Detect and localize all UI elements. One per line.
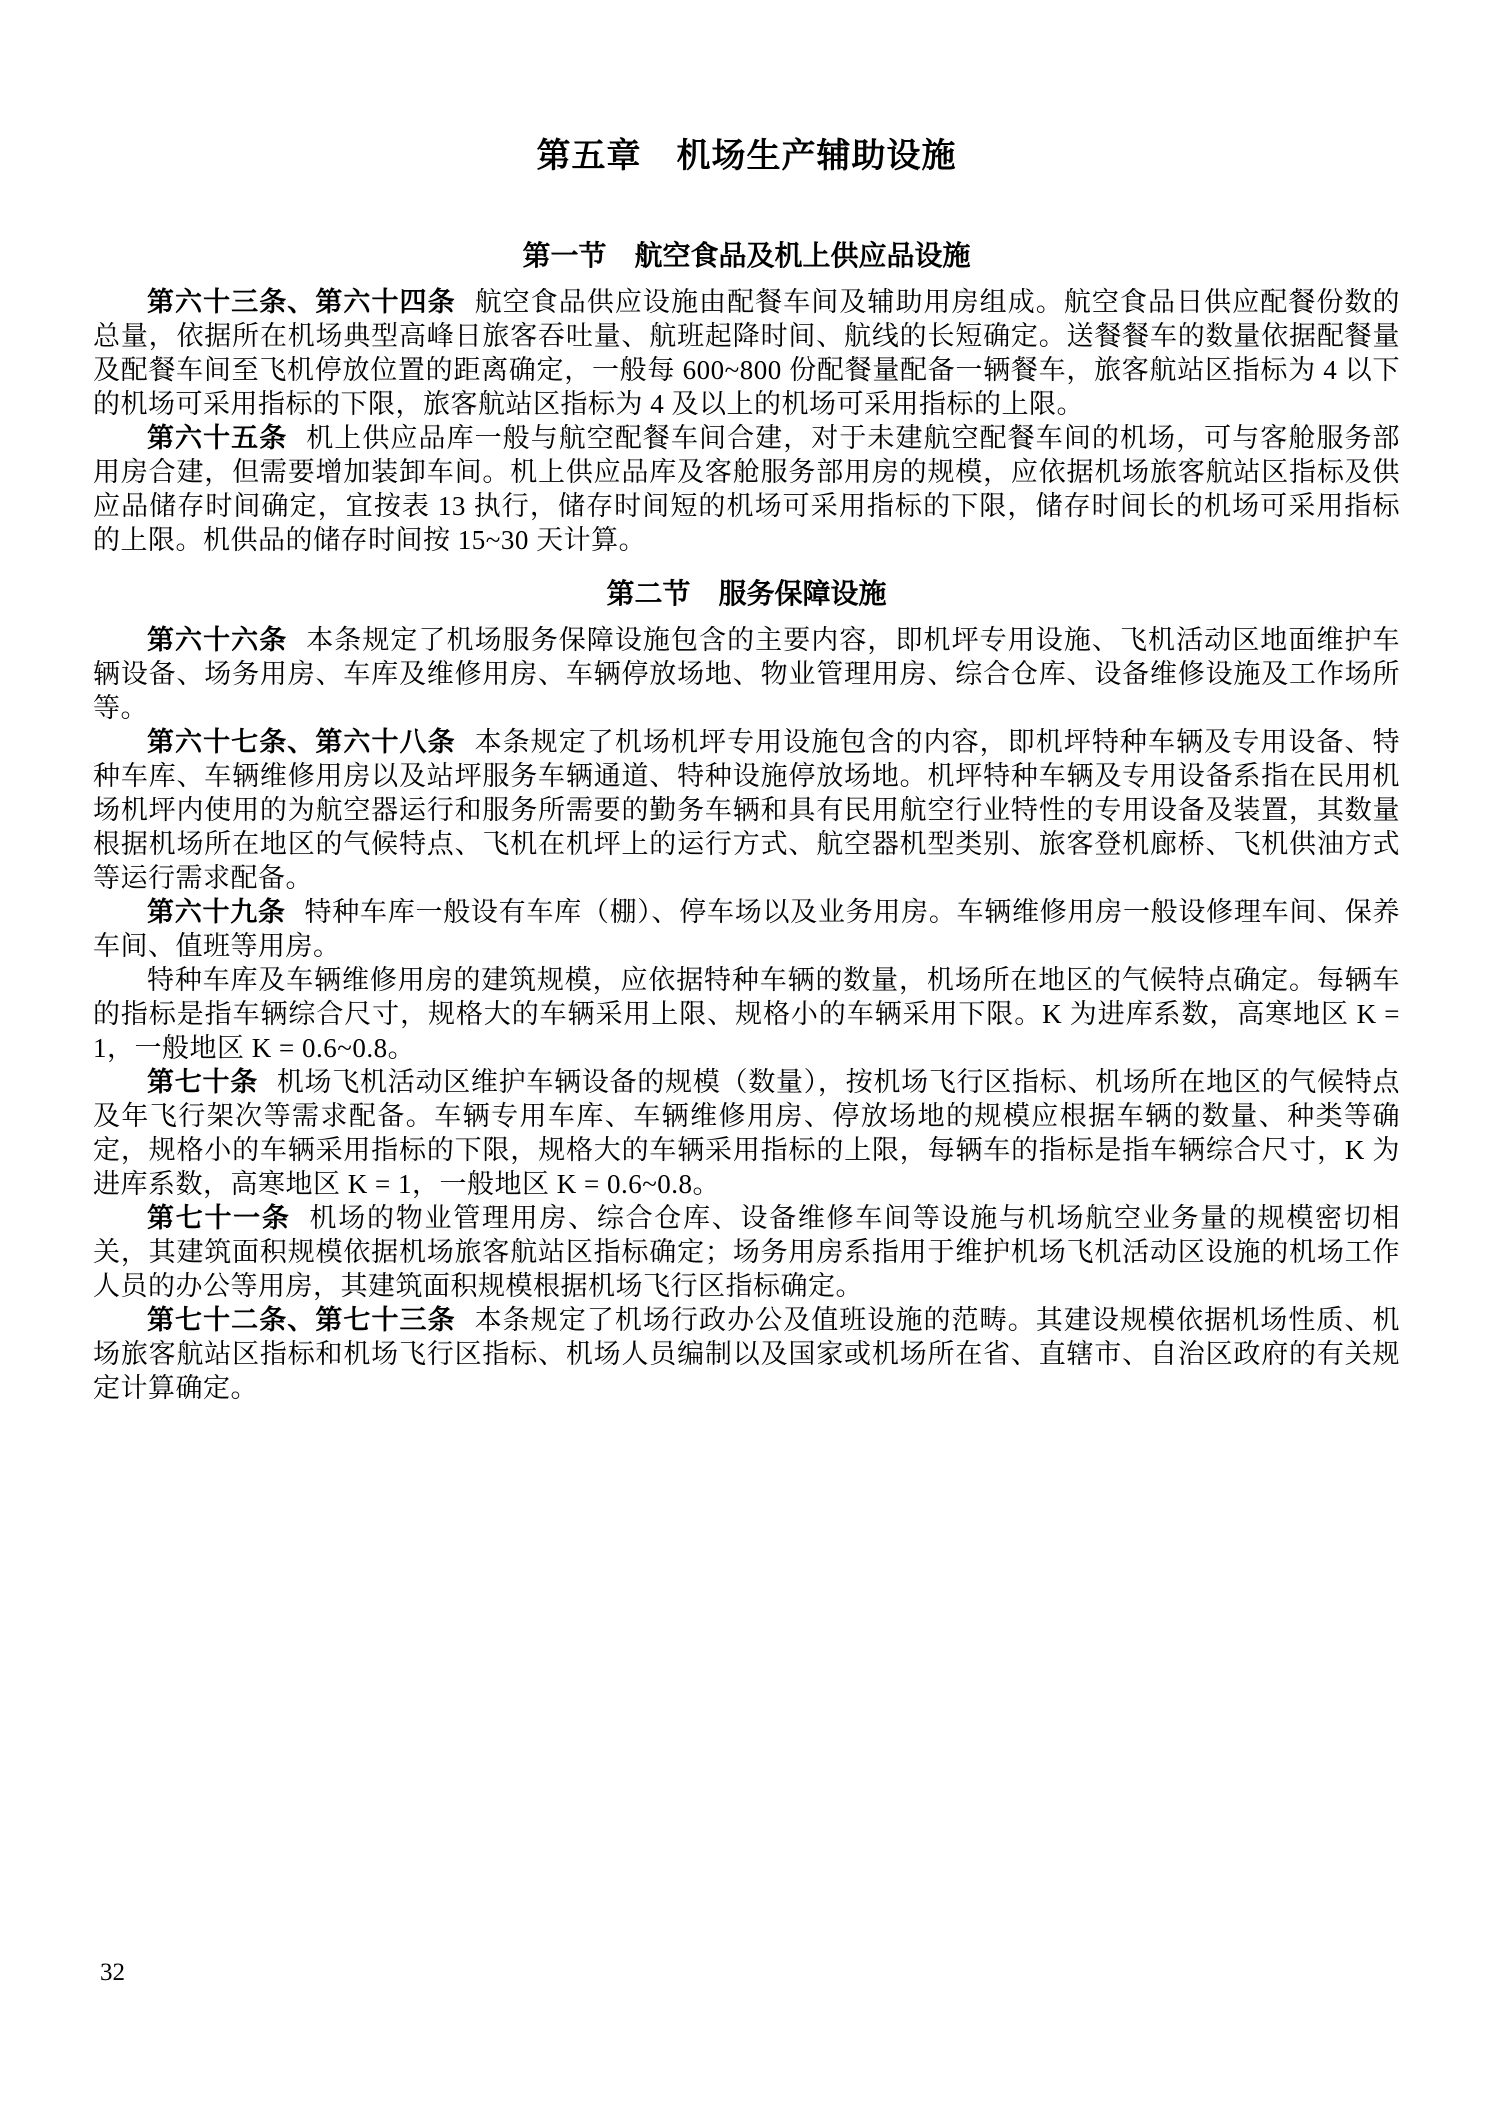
paragraph-article-72-73 [93,1303,1400,1405]
paragraph-article-66 [93,623,1400,725]
paragraph-text: 特种车库及车辆维修用房的建筑规模，应依据特种车辆的数量，机场所在地区的气候特点确定。每辆车的指标是指车辆综合尺寸，规格大的车辆采用上限、规格小的车辆采用下限。K 为进库系数，高寒地区 K = 1，一般地区 K = 0.6~0.8。 [93,965,1400,1063]
article-number-63-64: 第六十三条、第六十四条 [147,287,456,317]
article-number-72-73: 第七十二条、第七十三条 [147,1305,456,1335]
article-number-65: 第六十五条 [147,423,288,453]
paragraph-text: 本条规定了机场机坪专用设施包含的内容，即机坪特种车辆及专用设备、特种车库、车辆维修用房以及站坪服务车辆通道、特种设施停放场地。机坪特种车辆及专用设备系指在民用机场机坪内使用的为航空器运行和服务所需要的勤务车辆和具有民用航空行业特性的专用设备及装置，其数量根据机场所在地区的气候特点、飞机在机坪上的运行方式、航空器机型类别、旅客登机廊桥、飞机供油方式等运行需求配备。 [93,727,1401,893]
paragraph-article-63-64 [93,285,1400,421]
paragraph-text: 机场的物业管理用房、综合仓库、设备维修车间等设施与机场航空业务量的规模密切相关，其建筑面积规模依据机场旅客航站区指标确定；场务用房系指用于维护机场飞机活动区设施的机场工作人员的办公等用房，其建筑面积规模根据机场飞行区指标确定。 [93,1203,1401,1301]
paragraph-text: 机上供应品库一般与航空配餐车间合建，对于未建航空配餐车间的机场，可与客舱服务部用房合建，但需要增加装卸车间。机上供应品库及客舱服务部用房的规模，应依据机场旅客航站区指标及供应品储存时间确定，宜按表 13 执行，储存时间短的机场可采用指标的下限，储存时间长的机场可采用指标的上限。机供品的储存时间按 15~30 天计算。 [93,423,1401,555]
paragraph-article-67-68 [93,725,1400,895]
paragraph-text: 本条规定了机场服务保障设施包含的主要内容，即机坪专用设施、飞机活动区地面维护车辆设备、场务用房、车库及维修用房、车辆停放场地、物业管理用房、综合仓库、设备维修设施及工作场所等。 [93,625,1401,723]
article-number-69: 第六十九条 [147,897,286,927]
article-number-70: 第七十条 [147,1067,258,1097]
chapter-title: 第五章 机场生产辅助设施 [536,137,957,175]
paragraph-text: 航空食品供应设施由配餐车间及辅助用房组成。航空食品日供应配餐份数的总量，依据所在机场典型高峰日旅客吞吐量、航班起降时间、航线的长短确定。送餐餐车的数量依据配餐量及配餐车间至飞机停放位置的距离确定，一般每 600~800 份配餐量配备一辆餐车，旅客航站区指标为 4 以下的机场可采用指标的下限，旅客航站区指标为 4 及以上的机场可采用指标的上限。 [93,287,1401,419]
paragraph-article-71 [93,1201,1400,1303]
section-heading-2: 第二节 服务保障设施 [606,578,887,609]
paragraph-garage-scale [93,963,1400,1065]
paragraph-text: 本条规定了机场行政办公及值班设施的范畴。其建设规模依据机场性质、机场旅客航站区指标和机场飞行区指标、机场人员编制以及国家或机场所在省、直辖市、自治区政府的有关规定计算确定。 [93,1305,1401,1403]
section-heading-1: 第一节 航空食品及机上供应品设施 [522,240,971,271]
article-number-67-68: 第六十七条、第六十八条 [147,727,456,757]
article-number-66: 第六十六条 [147,625,288,655]
paragraph-article-65 [93,421,1400,557]
paragraph-text: 特种车库一般设有车库（棚）、停车场以及业务用房。车辆维修用房一般设修理车间、保养车间、值班等用房。 [93,897,1401,961]
paragraph-article-69 [93,895,1400,963]
page-number: 32 [100,1959,125,1986]
paragraph-article-70 [93,1065,1400,1201]
article-number-71: 第七十一条 [147,1203,291,1233]
paragraph-text: 机场飞机活动区维护车辆设备的规模（数量），按机场飞行区指标、机场所在地区的气候特点及年飞行架次等需求配备。车辆专用车库、车辆维修用房、停放场地的规模应根据车辆的数量、种类等确定，规格小的车辆采用指标的下限，规格大的车辆采用指标的上限，每辆车的指标是指车辆综合尺寸，K 为进库系数，高寒地区 K = 1，一般地区 K = 0.6~0.8。 [93,1067,1401,1199]
